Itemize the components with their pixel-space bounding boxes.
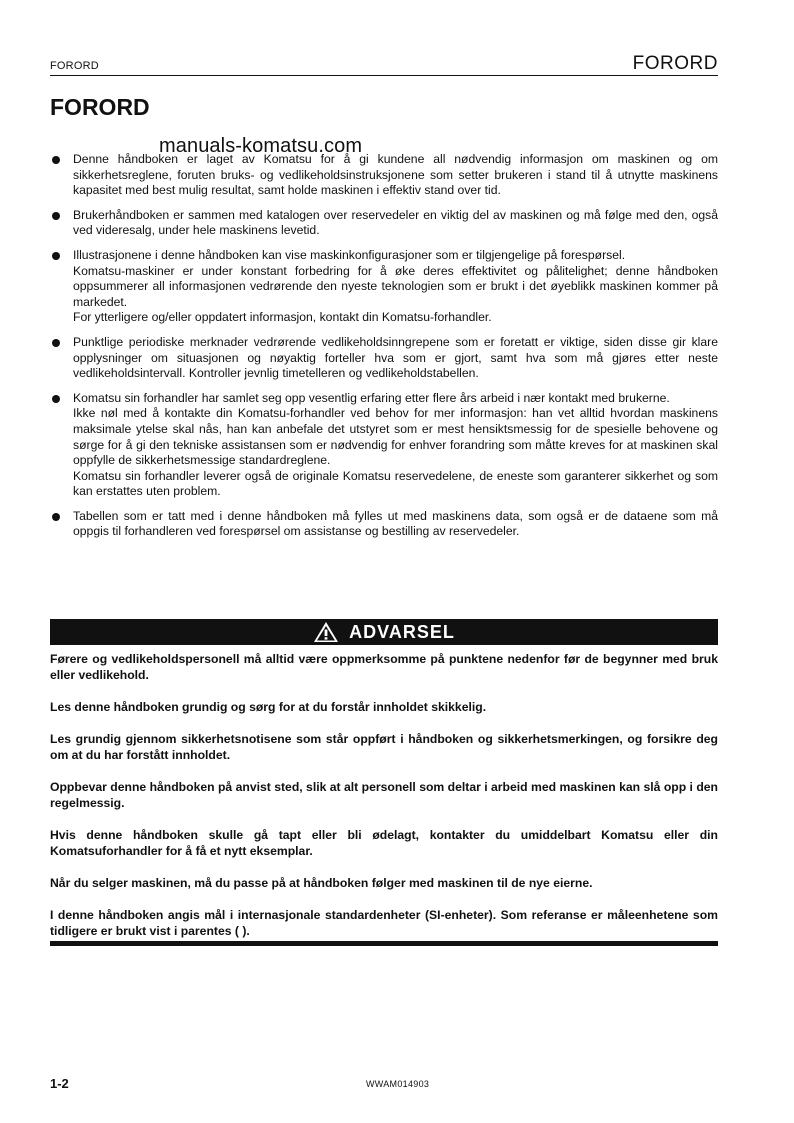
- warning-triangle-icon: [313, 621, 339, 643]
- warning-paragraph: Les grundig gjennom sikkerhetsnotisene som står oppført i håndboken og sikkerhetsmerkingen, og forsikre deg om at du har forstått innholdet.: [50, 732, 718, 762]
- running-header-section-left: FORORD: [50, 60, 99, 72]
- bullet-item: [50, 509, 718, 540]
- bullet-paragraph: Punktlige periodiske merknader vedrørende vedlikeholdsinngrepene som er foretatt er viktige, siden disse gir klare opplysninger om situasjonen og nøyaktig forteller hva som er gjort, samt hva som må gjøres etter neste vedlikeholdsintervall. Kontroller jevnlig timetelleren og vedlikeholdstabellen.: [73, 334, 718, 381]
- warning-body: [50, 645, 718, 939]
- bullet-paragraph: Brukerhåndboken er sammen med katalogen over reservedeler en viktig del av maskinen og må følge med den, også ved videresalg, under hele maskinens levetid.: [73, 207, 718, 238]
- bullet-dot-icon: [52, 212, 60, 220]
- bullet-paragraph: Komatsu sin forhandler leverer også de originale Komatsu reservedelene, de eneste som garanterer sikkerhet og som kan erstattes uten problem.: [73, 468, 718, 499]
- bullet-paragraph: Tabellen som er tatt med i denne håndboken må fylles ut med maskinens data, som også er de dataene som må oppgis til forhandleren ved forespørsel om assistanse og bestilling av reservedeler.: [73, 508, 718, 539]
- bullet-item: [50, 335, 718, 382]
- bullet-paragraph: Komatsu sin forhandler har samlet seg opp vesentlig erfaring etter flere års arbeid i nær kontakt med brukerne.: [73, 390, 670, 405]
- bullet-dot-icon: [52, 395, 60, 403]
- warning-paragraph: I denne håndboken angis mål i internasjonale standardenheter (SI-enheter). Som referanse er måleenhetene som tidligere er brukt vist i parentes ( ).: [50, 908, 718, 938]
- warning-paragraph: Oppbevar denne håndboken på anvist sted, slik at alt personell som deltar i arbeid med maskinen kan slå opp i den regelmessig.: [50, 780, 718, 810]
- page-number: 1-2: [50, 1076, 69, 1091]
- bullet-dot-icon: [52, 252, 60, 260]
- warning-paragraph: Les denne håndboken grundig og sørg for at du forstår innholdet skikkelig.: [50, 700, 487, 714]
- bullet-paragraph: Denne håndboken er laget av Komatsu for å gi kundene all nødvendig informasjon om maskinen og om sikkerhetsreglene, foruten bruks- og vedlikeholdsinstruksjonene som setter brukeren i stand til å utnytte maskinens kapasitet med best mulig resultat, samt holde maskinen i effektiv stand over tid.: [73, 152, 718, 198]
- bullet-dot-icon: [52, 156, 60, 164]
- bullet-dot-icon: [52, 513, 60, 521]
- bullet-item: [50, 208, 718, 239]
- bullet-item: [50, 248, 718, 326]
- warning-header-bar: [50, 619, 718, 645]
- bullet-paragraph: Komatsu-maskiner er under konstant forbedring for å øke deres effektivitet og pålitelighet; denne håndboken oppsummerer all informasjonen vedrørende den nyeste teknologien som er brukt i det øyeblikk maskinen kommer på markedet.: [73, 263, 718, 309]
- warning-paragraph: Hvis denne håndboken skulle gå tapt eller bli ødelagt, kontakter du umiddelbart Komatsu eller din Komatsuforhandler for å få et nytt eksemplar.: [50, 828, 718, 858]
- header-divider: [50, 75, 718, 76]
- page-title: FORORD: [50, 94, 150, 120]
- bullet-paragraph: Ikke nøl med å kontakte din Komatsu-forhandler ved behov for mer informasjon: han vet alltid hvordan maskinens maksimale ytelse skal nås, han kan anbefale det utstyret som er mest hensiktsmessig for de spesielle behovene og sørge for å gi den tekniske assistansen som er nødvendig for enhver forandring som måtte kreves for at maskinen skal oppfylle de sikkerhetsmessige standardreglene.: [73, 406, 718, 468]
- running-header-section-right: FORORD: [632, 53, 718, 74]
- document-code: WWAM014903: [366, 1079, 430, 1089]
- warning-bottom-rule: [50, 941, 718, 946]
- bullet-item: [50, 391, 718, 500]
- bullet-paragraph: Illustrasjonene i denne håndboken kan vise maskinkonfigurasjoner som er tilgjengelige på forespørsel.: [73, 247, 626, 262]
- warning-paragraph: Når du selger maskinen, må du passe på at håndboken følger med maskinen til de nye eierne.: [50, 876, 593, 890]
- bullet-item: [50, 152, 718, 199]
- warning-box: [50, 619, 718, 955]
- warning-paragraph: Førere og vedlikeholdspersonell må alltid være oppmerksomme på punktene nedenfor før de begynner med bruk eller vedlikehold.: [50, 652, 718, 682]
- bullet-paragraph: For ytterligere og/eller oppdatert informasjon, kontakt din Komatsu-forhandler.: [73, 310, 492, 325]
- intro-bullet-list: [50, 152, 718, 549]
- warning-title: ADVARSEL: [349, 621, 455, 642]
- bullet-dot-icon: [52, 339, 60, 347]
- watermark-text: manuals-komatsu.com: [159, 135, 363, 157]
